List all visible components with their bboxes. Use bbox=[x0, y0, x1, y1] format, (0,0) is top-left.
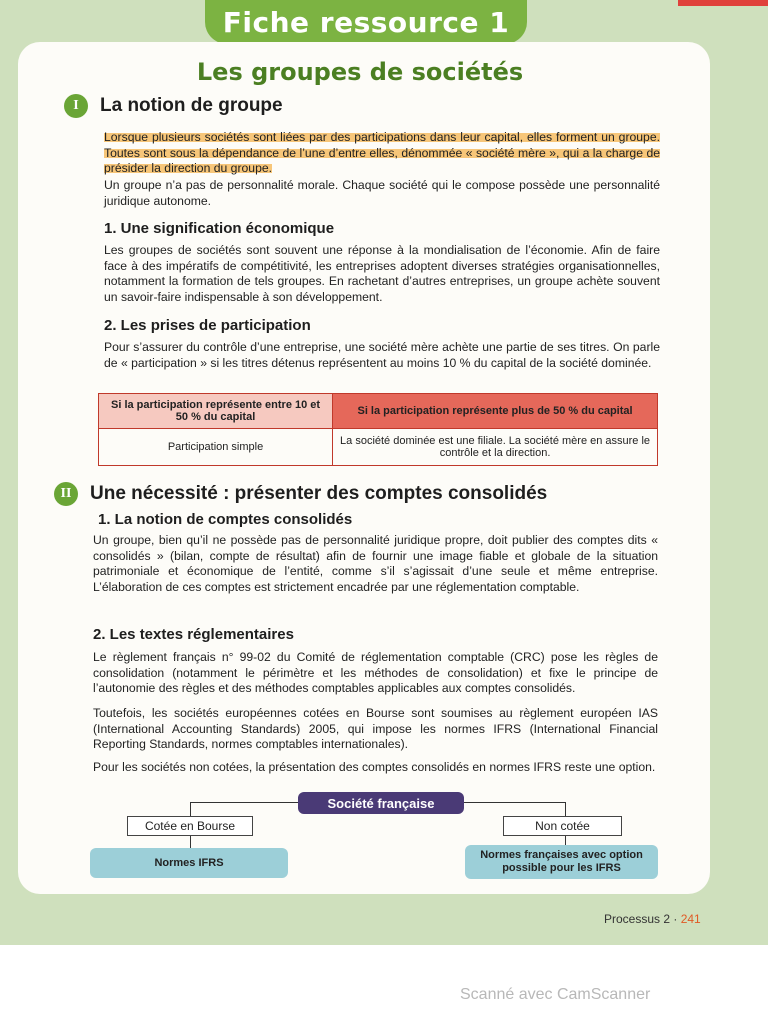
table-cell: La société dominée est une filiale. La société mère en assure le contrôle et la direction. bbox=[333, 429, 658, 466]
section-numeral: I bbox=[64, 94, 88, 118]
connector-line bbox=[565, 802, 566, 816]
table-header: Si la participation représente entre 10 et 50 % du capital bbox=[99, 394, 333, 429]
table-header: Si la participation représente plus de 50 % du capital bbox=[333, 394, 658, 429]
section-title: La notion de groupe bbox=[100, 95, 283, 116]
diagram-result-left: Normes IFRS bbox=[90, 848, 288, 878]
diagram-branch-right: Non cotée bbox=[503, 816, 622, 836]
subsection-title: 2. Les textes réglementaires bbox=[93, 626, 294, 643]
connector-line bbox=[190, 834, 191, 848]
table-cell: Participation simple bbox=[99, 429, 333, 466]
tab-title: Fiche ressource 1 bbox=[222, 5, 510, 39]
intro-paragraph bbox=[104, 130, 660, 177]
paragraph: Les groupes de sociétés sont souvent une réponse à la mondialisation de l’économie. Afin de faire face à des impératifs de compétitivité, les entreprises adoptent diverses stratégies organisationnelles, notamment la formation de tels groupes. En rachetant d’autres entreprises, un groupe achète souvent un savoir-faire indispensable à son développement. bbox=[104, 243, 660, 304]
scanner-watermark: Scanné avec CamScanner bbox=[460, 986, 651, 1003]
section-title: Une nécessité : présenter des comptes consolidés bbox=[90, 483, 548, 504]
page-footer bbox=[604, 912, 701, 926]
participation-table bbox=[98, 393, 658, 466]
diagram-branch-left: Cotée en Bourse bbox=[127, 816, 253, 836]
page-title: Les groupes de sociétés bbox=[196, 58, 524, 86]
paragraph: Un groupe, bien qu’il ne possède pas de personnalité juridique propre, doit publier des comptes dits « consolidés » (bilan, compte de résultat) afin de fournir une image fiable et globale de la situation patrimoniale et économique de l’entité, comme s’il s’agissait d’une seule et même entreprise. L’élaboration de ces comptes est strictement encadrée par une réglementation comptable. bbox=[93, 533, 658, 594]
page-number: 241 bbox=[680, 912, 701, 926]
paragraph: Pour les sociétés non cotées, la présentation des comptes consolidés en normes IFRS reste une option. bbox=[93, 760, 656, 774]
diagram-result-right: Normes françaises avec option possible pour les IFRS bbox=[465, 845, 658, 879]
section-1-heading bbox=[64, 94, 283, 118]
table-row bbox=[99, 429, 658, 466]
paragraph: Pour s’assurer du contrôle d’une entreprise, une société mère achète une partie de ses titres. On parle de « participation » si les titres détenus représentent au moins 10 % du capital de la société dominée. bbox=[104, 340, 660, 370]
paragraph: Le règlement français n° 99-02 du Comité de réglementation comptable (CRC) pose les règles de consolidation (notamment le périmètre et les méthodes de consolidation) et fixe le principe de l’autonomie des règles et des méthodes comptables applicables aux comptes consolidés. bbox=[93, 650, 658, 695]
section-numeral: II bbox=[54, 482, 78, 506]
highlighted-definition: Lorsque plusieurs sociétés sont liées par des participations dans leur capital, elles forment un groupe. Toutes sont sous la dépendance de l’une d’entre elles, dénommée « société mère », qui a la charge de présider la direction du groupe. bbox=[104, 130, 660, 175]
diagram-root: Société française bbox=[298, 792, 464, 814]
paragraph: Un groupe n’a pas de personnalité morale. Chaque société qui le compose possède une personnalité juridique autonome. bbox=[104, 178, 660, 208]
paragraph: Toutefois, les sociétés européennes cotées en Bourse sont soumises au règlement européen IAS (International Accounting Standards) 2005, qui impose les normes IFRS (International Financial Reporting Standards, normes comptables internationales). bbox=[93, 706, 658, 751]
footer-label: Processus 2 · bbox=[604, 912, 678, 926]
subsection-title: 1. Une signification économique bbox=[104, 220, 335, 237]
header-tab bbox=[205, 0, 527, 44]
subsection-title: 2. Les prises de participation bbox=[104, 317, 311, 334]
subsection-title: 1. La notion de comptes consolidés bbox=[98, 511, 353, 528]
table-row bbox=[99, 394, 658, 429]
corner-decoration bbox=[678, 0, 768, 6]
connector-line bbox=[190, 802, 191, 816]
section-2-heading bbox=[54, 482, 547, 506]
